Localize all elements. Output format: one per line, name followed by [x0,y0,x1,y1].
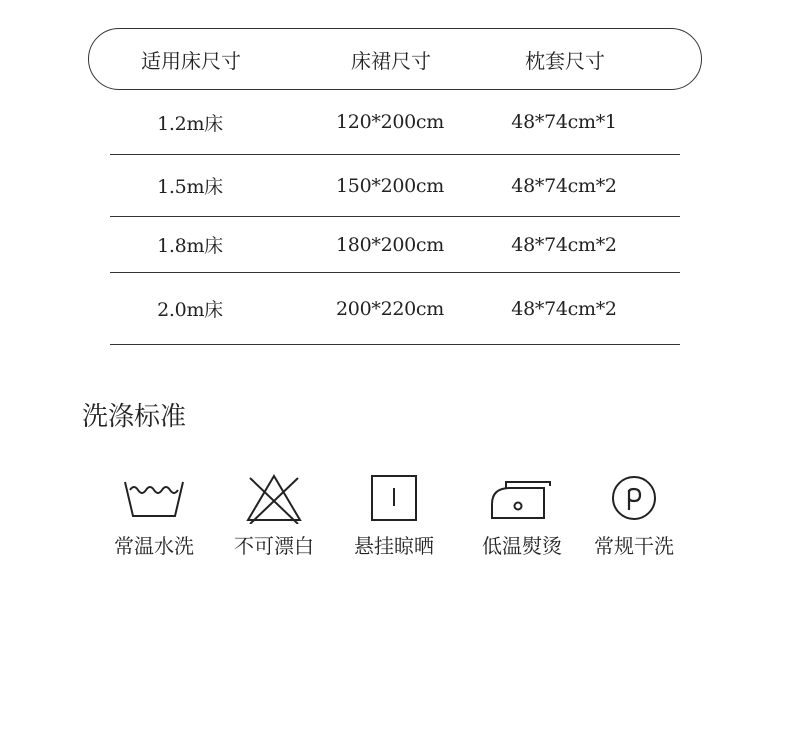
pillowcase-size-cell: 48*74cm*2 [511,233,617,256]
line-dry-icon [368,472,420,522]
bed-size-cell: 1.2m床 [157,112,223,135]
skirt-size-cell: 120*200cm [336,111,444,133]
care-item-no-bleach [214,472,334,559]
care-label: 常温水洗 [114,534,194,558]
care-item-line-dry [334,472,454,559]
header-skirt-size: 床裙尺寸 [351,48,431,73]
bed-size-cell: 2.0m床 [157,299,223,321]
table-row [110,273,680,345]
care-item-dry-clean [574,472,694,559]
size-table-header [88,28,702,90]
no-bleach-icon [242,472,306,524]
table-row [110,217,680,273]
wash-standard-title: 洗涤标准 [82,402,187,432]
pillowcase-size-cell: 48*74cm*2 [511,297,617,320]
skirt-size-cell: 180*200cm [336,233,444,256]
wash-basin-icon [122,472,186,518]
header-bed-size: 适用床尺寸 [141,48,241,73]
care-item-iron [462,472,582,559]
iron-low-icon [490,472,554,520]
table-row [110,90,680,155]
skirt-size-cell: 150*200cm [336,174,444,197]
care-icons [0,472,790,572]
bed-size-cell: 1.8m床 [157,235,223,257]
size-table [88,28,702,345]
care-label: 不可漂白 [234,534,314,558]
bed-size-cell: 1.5m床 [157,176,223,198]
care-label: 低温熨烫 [482,534,562,558]
care-label: 常规干洗 [594,534,674,558]
table-row [110,155,680,217]
skirt-size-cell: 200*220cm [336,297,444,320]
dry-clean-p-icon [608,472,660,522]
care-item-wash [94,472,214,559]
pillowcase-size-cell: 48*74cm*2 [511,174,617,197]
header-pillowcase-size: 枕套尺寸 [525,48,605,73]
pillowcase-size-cell: 48*74cm*1 [511,111,617,133]
care-label: 悬挂晾晒 [354,534,434,558]
